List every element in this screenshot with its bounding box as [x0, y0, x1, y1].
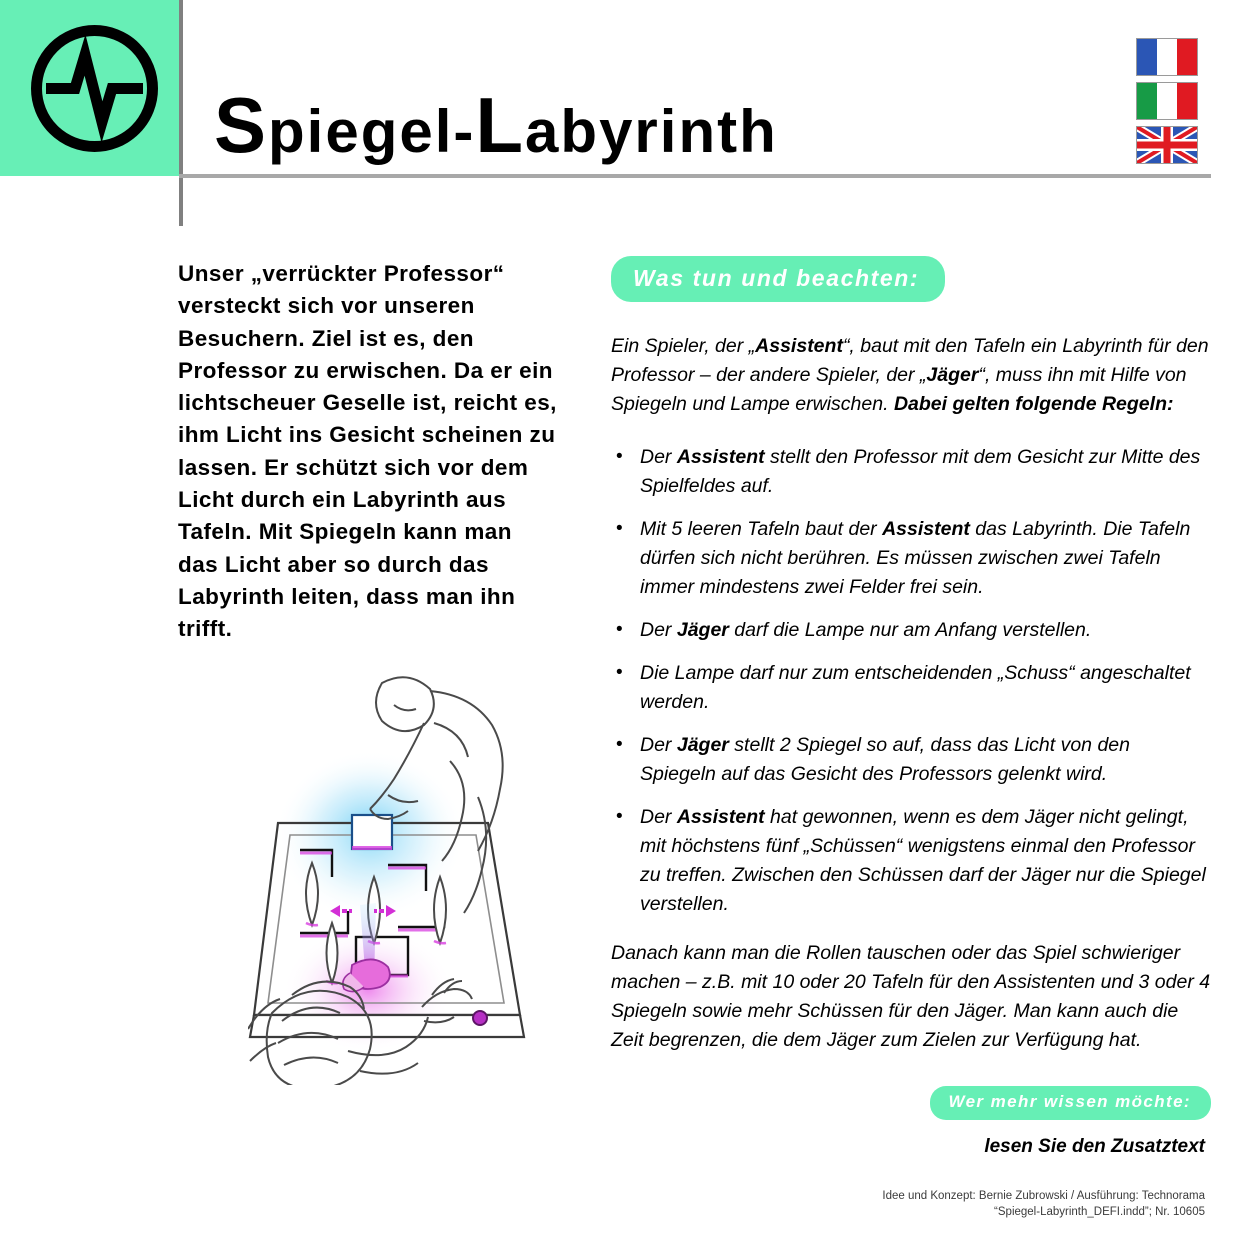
rule-item	[611, 731, 1211, 789]
intro-bold-rules-follow: Dabei gelten folgende Regeln:	[893, 393, 1174, 416]
credit-line-2: “Spiegel-Labyrinth_DEFI.indd”; Nr. 10605	[994, 1205, 1205, 1218]
rule-post: stellt 2 Spiegel so auf, dass das Licht von den Spiegeln auf das Gesicht des Professors gelenkt wird.	[640, 734, 1130, 786]
credits	[611, 1188, 1211, 1220]
rule-item	[611, 803, 1211, 919]
rule-pre: Mit 5 leeren Tafeln baut der	[640, 518, 883, 541]
rule-post: darf die Lampe nur am Anfang verstellen.	[728, 619, 1092, 642]
rule-item	[611, 616, 1211, 645]
header-vertical-divider	[179, 0, 183, 226]
more-info-text: lesen Sie den Zusatztext	[984, 1135, 1205, 1157]
rule-item	[611, 443, 1211, 501]
intro-part-3: “, muss ihn mit Hilfe von Spiegeln und Lampe erwischen.	[611, 364, 1187, 416]
header-horizontal-divider	[179, 174, 1211, 178]
rule-post: hat gewonnen, wenn es dem Jäger nicht gelingt, mit höchstens fünf „Schüssen“ wenigstens einmal den Professor zu treffen. Zwischen den Schüssen darf der Jäger nur die Spiegel verstellen.	[640, 806, 1206, 916]
rule-item	[611, 515, 1211, 602]
rule-bold: Assistent	[676, 446, 765, 469]
rules-intro-paragraph	[611, 332, 1211, 419]
intro-part-2: “, baut mit den Tafeln ein Labyrinth für den Professor – der andere Spieler, der „	[611, 335, 1209, 387]
rule-pre: Der	[640, 619, 677, 642]
page-title-initial: S	[214, 81, 269, 169]
intro-bold-assistent: Assistent	[755, 335, 843, 358]
rule-pre: Der	[640, 446, 677, 469]
rule-post: stellt den Professor mit dem Gesicht zur Mitte des Spielfeldes auf.	[640, 446, 1201, 498]
rule-pre: Der	[640, 734, 677, 757]
page-title	[214, 81, 778, 169]
intro-part-1: Ein Spieler, der „	[611, 335, 756, 358]
badge-more-info: Wer mehr wissen möchte:	[930, 1086, 1211, 1120]
pulse-circle-icon	[28, 22, 161, 155]
rule-post: das Labyrinth. Die Tafeln dürfen sich nicht berühren. Es müssen zwischen zwei Tafeln immer mindestens zwei Felder frei sein.	[640, 518, 1191, 599]
credit-line-1: Idee und Konzept: Bernie Zubrowski / Ausführung: Technorama	[882, 1189, 1205, 1202]
rule-bold: Jäger	[676, 734, 729, 757]
right-column	[611, 256, 1211, 1055]
rule-bold: Assistent	[882, 518, 970, 541]
page-title-part-1: piegel-	[268, 98, 476, 165]
mirror-maze-table-illustration	[248, 665, 548, 1085]
flag-united-kingdom[interactable]	[1136, 126, 1198, 164]
rule-post: Die Lampe darf nur zum entscheidenden „Schuss“ angeschaltet werden.	[640, 662, 1191, 714]
flag-france[interactable]	[1136, 38, 1198, 76]
rules-list	[611, 443, 1211, 919]
page-title-cap-2: L	[475, 81, 526, 169]
left-column	[178, 258, 558, 646]
rule-pre: Der	[640, 806, 677, 829]
intro-bold-jaeger: Jäger	[926, 364, 979, 387]
page-title-part-2: abyrinth	[525, 98, 778, 165]
flag-italy[interactable]	[1136, 82, 1198, 120]
intro-lead-paragraph: Unser „verrückter Professor“ versteckt sich vor unseren Besuchern. Ziel ist es, den Professor zu erwischen. Da er ein lichtscheuer Geselle ist, reicht es, ihm Licht ins Gesicht scheinen zu lassen. Er schützt sich vor dem Licht durch ein Labyrinth aus Tafeln. Mit Spiegeln kann man das Licht aber so durch das Labyrinth leiten, dass man ihn trifft.	[178, 261, 557, 642]
rule-bold: Jäger	[676, 619, 729, 642]
rule-item	[611, 659, 1211, 717]
rules-outro-paragraph: Danach kann man die Rollen tauschen oder das Spiel schwieriger machen – z.B. mit 10 oder 20 Tafeln für den Assistenten und 3 oder 4 Spiegeln sowie mehr Schüssen für den Jäger. Man kann auch die Zeit begrenzen, die dem Jäger zum Zielen zur Verfügung hat.	[611, 942, 1211, 1052]
section-badge-what-to-do: Was tun und beachten:	[611, 256, 945, 302]
footer	[611, 1086, 1211, 1220]
rule-bold: Assistent	[676, 806, 765, 829]
language-flags	[1136, 38, 1202, 170]
